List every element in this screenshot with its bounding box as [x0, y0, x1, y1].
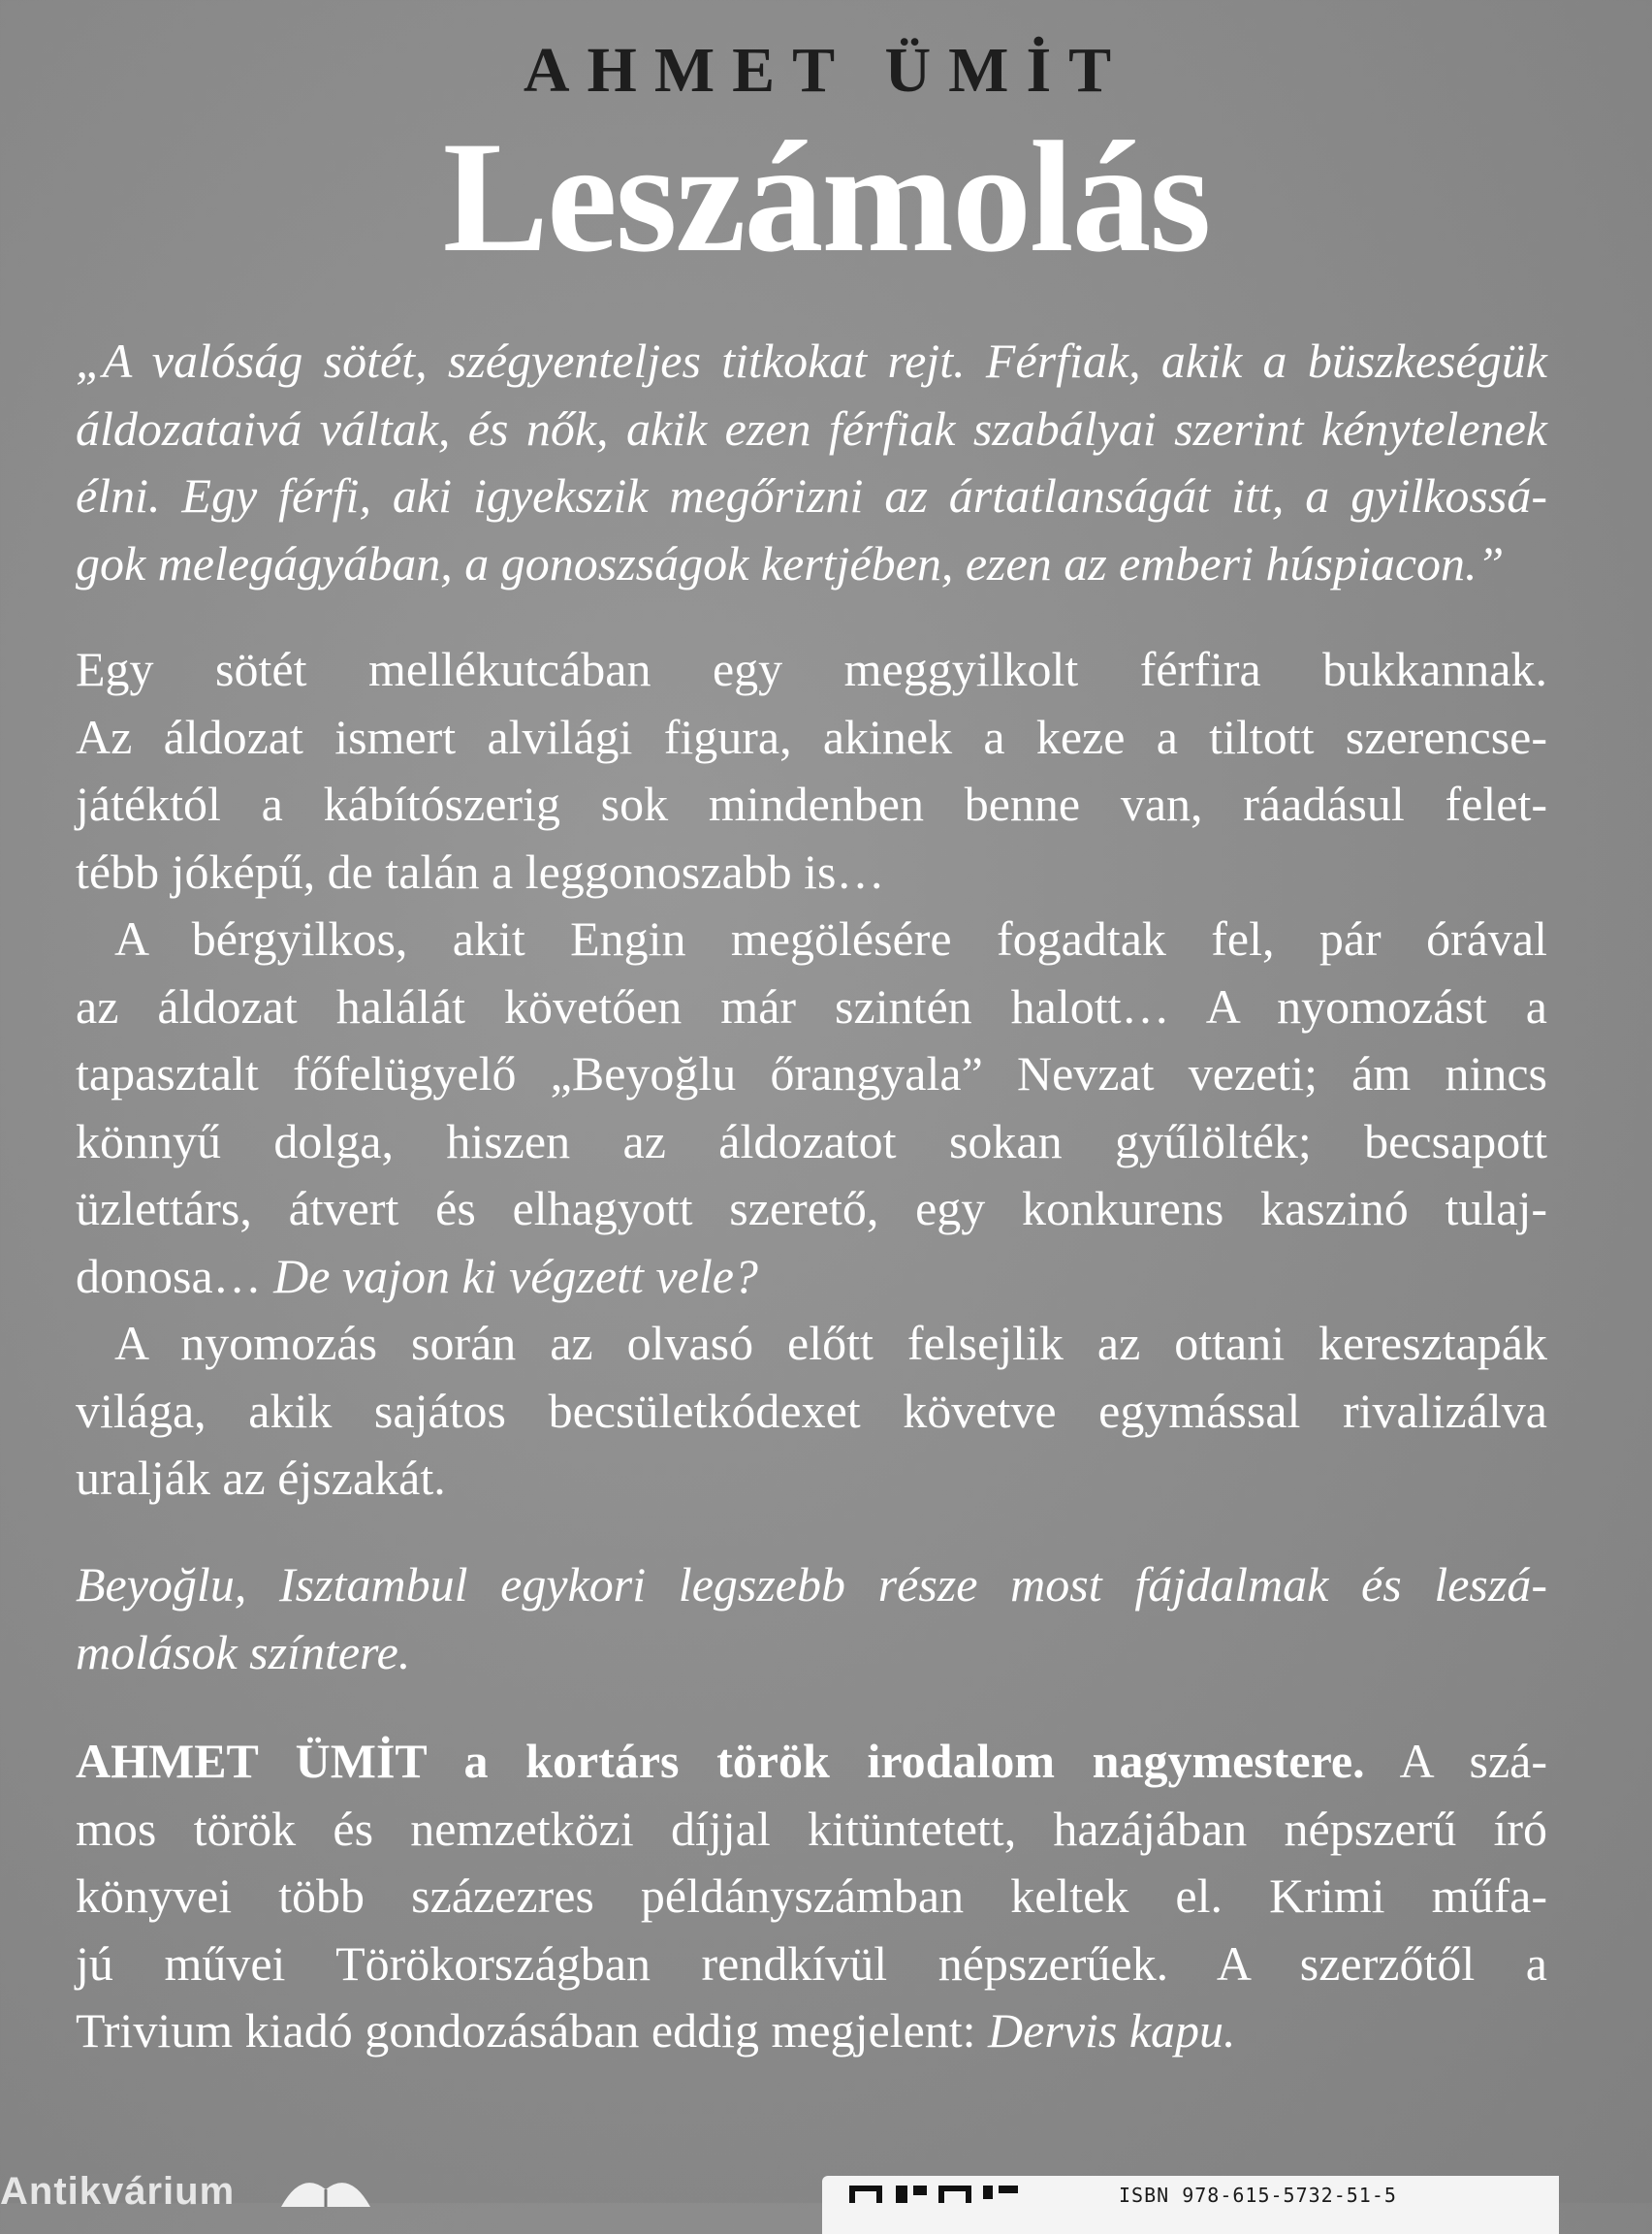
paragraph-italic-text: De vajon ki végzett vele?	[273, 1248, 758, 1303]
book-title: Leszámolás	[442, 110, 1210, 285]
isbn-number: ISBN 978-615-5732-51-5	[1119, 2184, 1397, 2207]
bio-italic-text: Dervis kapu.	[988, 2003, 1236, 2058]
paragraph-line: tébb jóképű, de talán a leggonoszabb is…	[76, 844, 885, 899]
author-bio-block	[76, 1728, 1547, 2065]
paragraph-line: Az áldozat ismert alvilági figura, akinek a keze a tiltott szerencse-	[76, 709, 1547, 764]
paragraph-line: könnyű dolga, hiszen az áldozatot sokan gyűlölték; becsapott	[76, 1113, 1547, 1168]
qr-code-icon	[849, 2186, 1024, 2203]
open-book-icon	[277, 2160, 374, 2209]
quote-line: áldozataivá váltak, és nők, akik ezen férfiak szabályai szerint kénytelenek	[76, 400, 1547, 456]
paragraph-line: tapasztalt főfelügyelő „Beyoğlu őrangyala” Nevzat vezeti; ám nincs	[76, 1046, 1547, 1101]
quote-block	[76, 328, 1547, 597]
bio-text: A szá-	[1364, 1734, 1548, 1788]
author-name: AHMET ÜMİT	[523, 35, 1129, 106]
bio-line	[76, 1997, 1547, 2065]
paragraph-line: világa, akik sajátos becsületkódexet követve egymással rivalizálva	[76, 1383, 1547, 1438]
tagline-line: Beyoğlu, Isztambul egykori legszebb része most fájdalmak és leszá-	[76, 1557, 1547, 1612]
paragraph-line: üzlettárs, átvert és elhagyott szerető, egy konkurens kaszinó tulaj-	[76, 1181, 1547, 1235]
footer	[0, 2143, 1652, 2213]
bio-text: Trivium kiadó gondozásában eddig megjelent:	[76, 2003, 989, 2058]
quote-line: „A valóság sötét, szégyenteljes titkokat rejt. Férfiak, akik a büszkeségük	[76, 334, 1547, 388]
paragraph-line: Egy sötét mellékutcában egy meggyilkolt férfira bukkannak.	[76, 642, 1547, 696]
tagline-block	[76, 1551, 1547, 1686]
paragraph-line	[76, 1243, 1547, 1311]
paragraph-line: játéktól a kábítószerig sok mindenben benne van, ráadásul felet-	[76, 777, 1547, 831]
paragraph-line: A nyomozás során az olvasó előtt felsejlik az ottani keresztapák	[114, 1316, 1547, 1370]
bio-bold-text: AHMET ÜMİT a kortárs török irodalom nagymestere.	[76, 1734, 1365, 1788]
bio-line: jú művei Törökországban rendkívül népszerűek. A szerzőtől a	[76, 1935, 1547, 1991]
tagline-line: molások színtere.	[76, 1624, 411, 1679]
publisher-logo: Antikvárium	[0, 2170, 236, 2213]
bio-line: mos török és nemzetközi díjjal kitüntetett, hazájában népszerű író	[76, 1801, 1547, 1856]
bio-line	[76, 1728, 1547, 1796]
bio-line: könyvei több százezres példányszámban keltek el. Krimi műfa-	[76, 1868, 1547, 1923]
quote-line: gok melegágyában, a gonoszságok kertjében, ezen az emberi húspiacon.”	[76, 535, 1505, 590]
paragraph-text: donosa…	[76, 1248, 274, 1303]
quote-line: élni. Egy férfi, aki igyekszik megőrizni az ártatlanságát itt, a gyilkossá-	[76, 468, 1547, 523]
description-block	[76, 636, 1547, 1513]
paragraph-line: uralják az éjszakát.	[76, 1451, 446, 1505]
paragraph-line: az áldozat halálát követően már szintén halott… A nyomozást a	[76, 978, 1547, 1034]
paragraph-line: A bérgyilkos, akit Engin megölésére fogadtak fel, pár órával	[114, 911, 1547, 966]
